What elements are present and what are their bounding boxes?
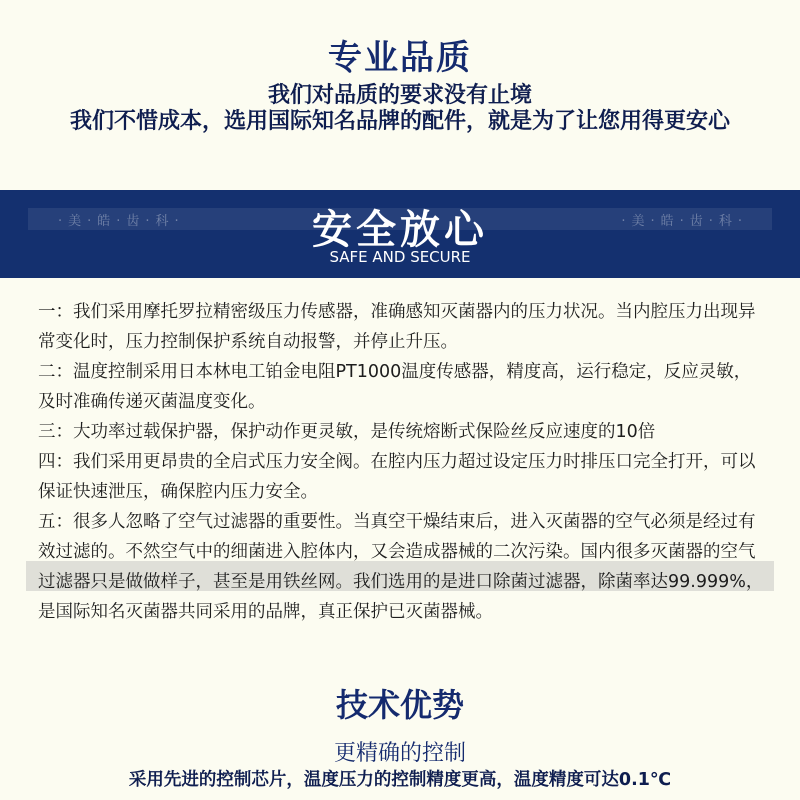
quality-description: 我们不惜成本，选用国际知名品牌的配件，就是为了让您用得更安心 (69, 109, 730, 134)
quality-tagline: 我们对品质的要求没有止境 (267, 83, 532, 108)
banner-title: 安全放心 (312, 207, 488, 253)
section-title-tech: 技术优势 (335, 686, 464, 724)
watermark-right: ·美·皓·齿·科· (621, 214, 748, 229)
safety-point-4: 四：我们采用更昂贵的全启式压力安全阀。在腔内压力超过设定压力时排压口完全打开，可以保证快速泄压，确保腔内压力安全。 (38, 452, 756, 502)
watermark-left: ·美·皓·齿·科· (58, 214, 185, 229)
safety-point-1: 一：我们采用摩托罗拉精密级压力传感器，准确感知灭菌器内的压力状况。当内腔压力出现异常变化时，压力控制保护系统自动报警，并停止升压。 (38, 302, 756, 352)
banner-subtitle: SAFE AND SECURE (329, 248, 471, 266)
safety-point-2: 二：温度控制采用日本林电工铂金电阻PT1000温度传感器，精度高，运行稳定，反应灵敏，及时准确传递灭菌温度变化。 (38, 362, 752, 412)
section-title-quality: 专业品质 (328, 38, 472, 78)
safety-point-3: 三：大功率过载保护器，保护动作更灵敏，是传统熔断式保险丝反应速度的10倍 (38, 422, 656, 442)
safety-point-5: 五：很多人忽略了空气过滤器的重要性。当真空干燥结束后，进入灭菌器的空气必须是经过有效过滤的。不然空气中的细菌进入腔体内，又会造成器械的二次污染。国内很多灭菌器的空气过滤器只是做做样子，甚至是用铁丝网。我们选用的是进口除菌过滤器，除菌率达99.999%，是国际知名灭菌器共同采用的品牌，真正保护已灭菌器械。 (38, 512, 764, 622)
safety-points (38, 297, 766, 627)
tech-description: 采用先进的控制芯片，温度压力的控制精度更高，温度精度可达0.1℃ (128, 770, 672, 790)
safety-banner (0, 190, 800, 278)
tech-subtitle: 更精确的控制 (333, 741, 466, 766)
quality-section (0, 0, 800, 190)
